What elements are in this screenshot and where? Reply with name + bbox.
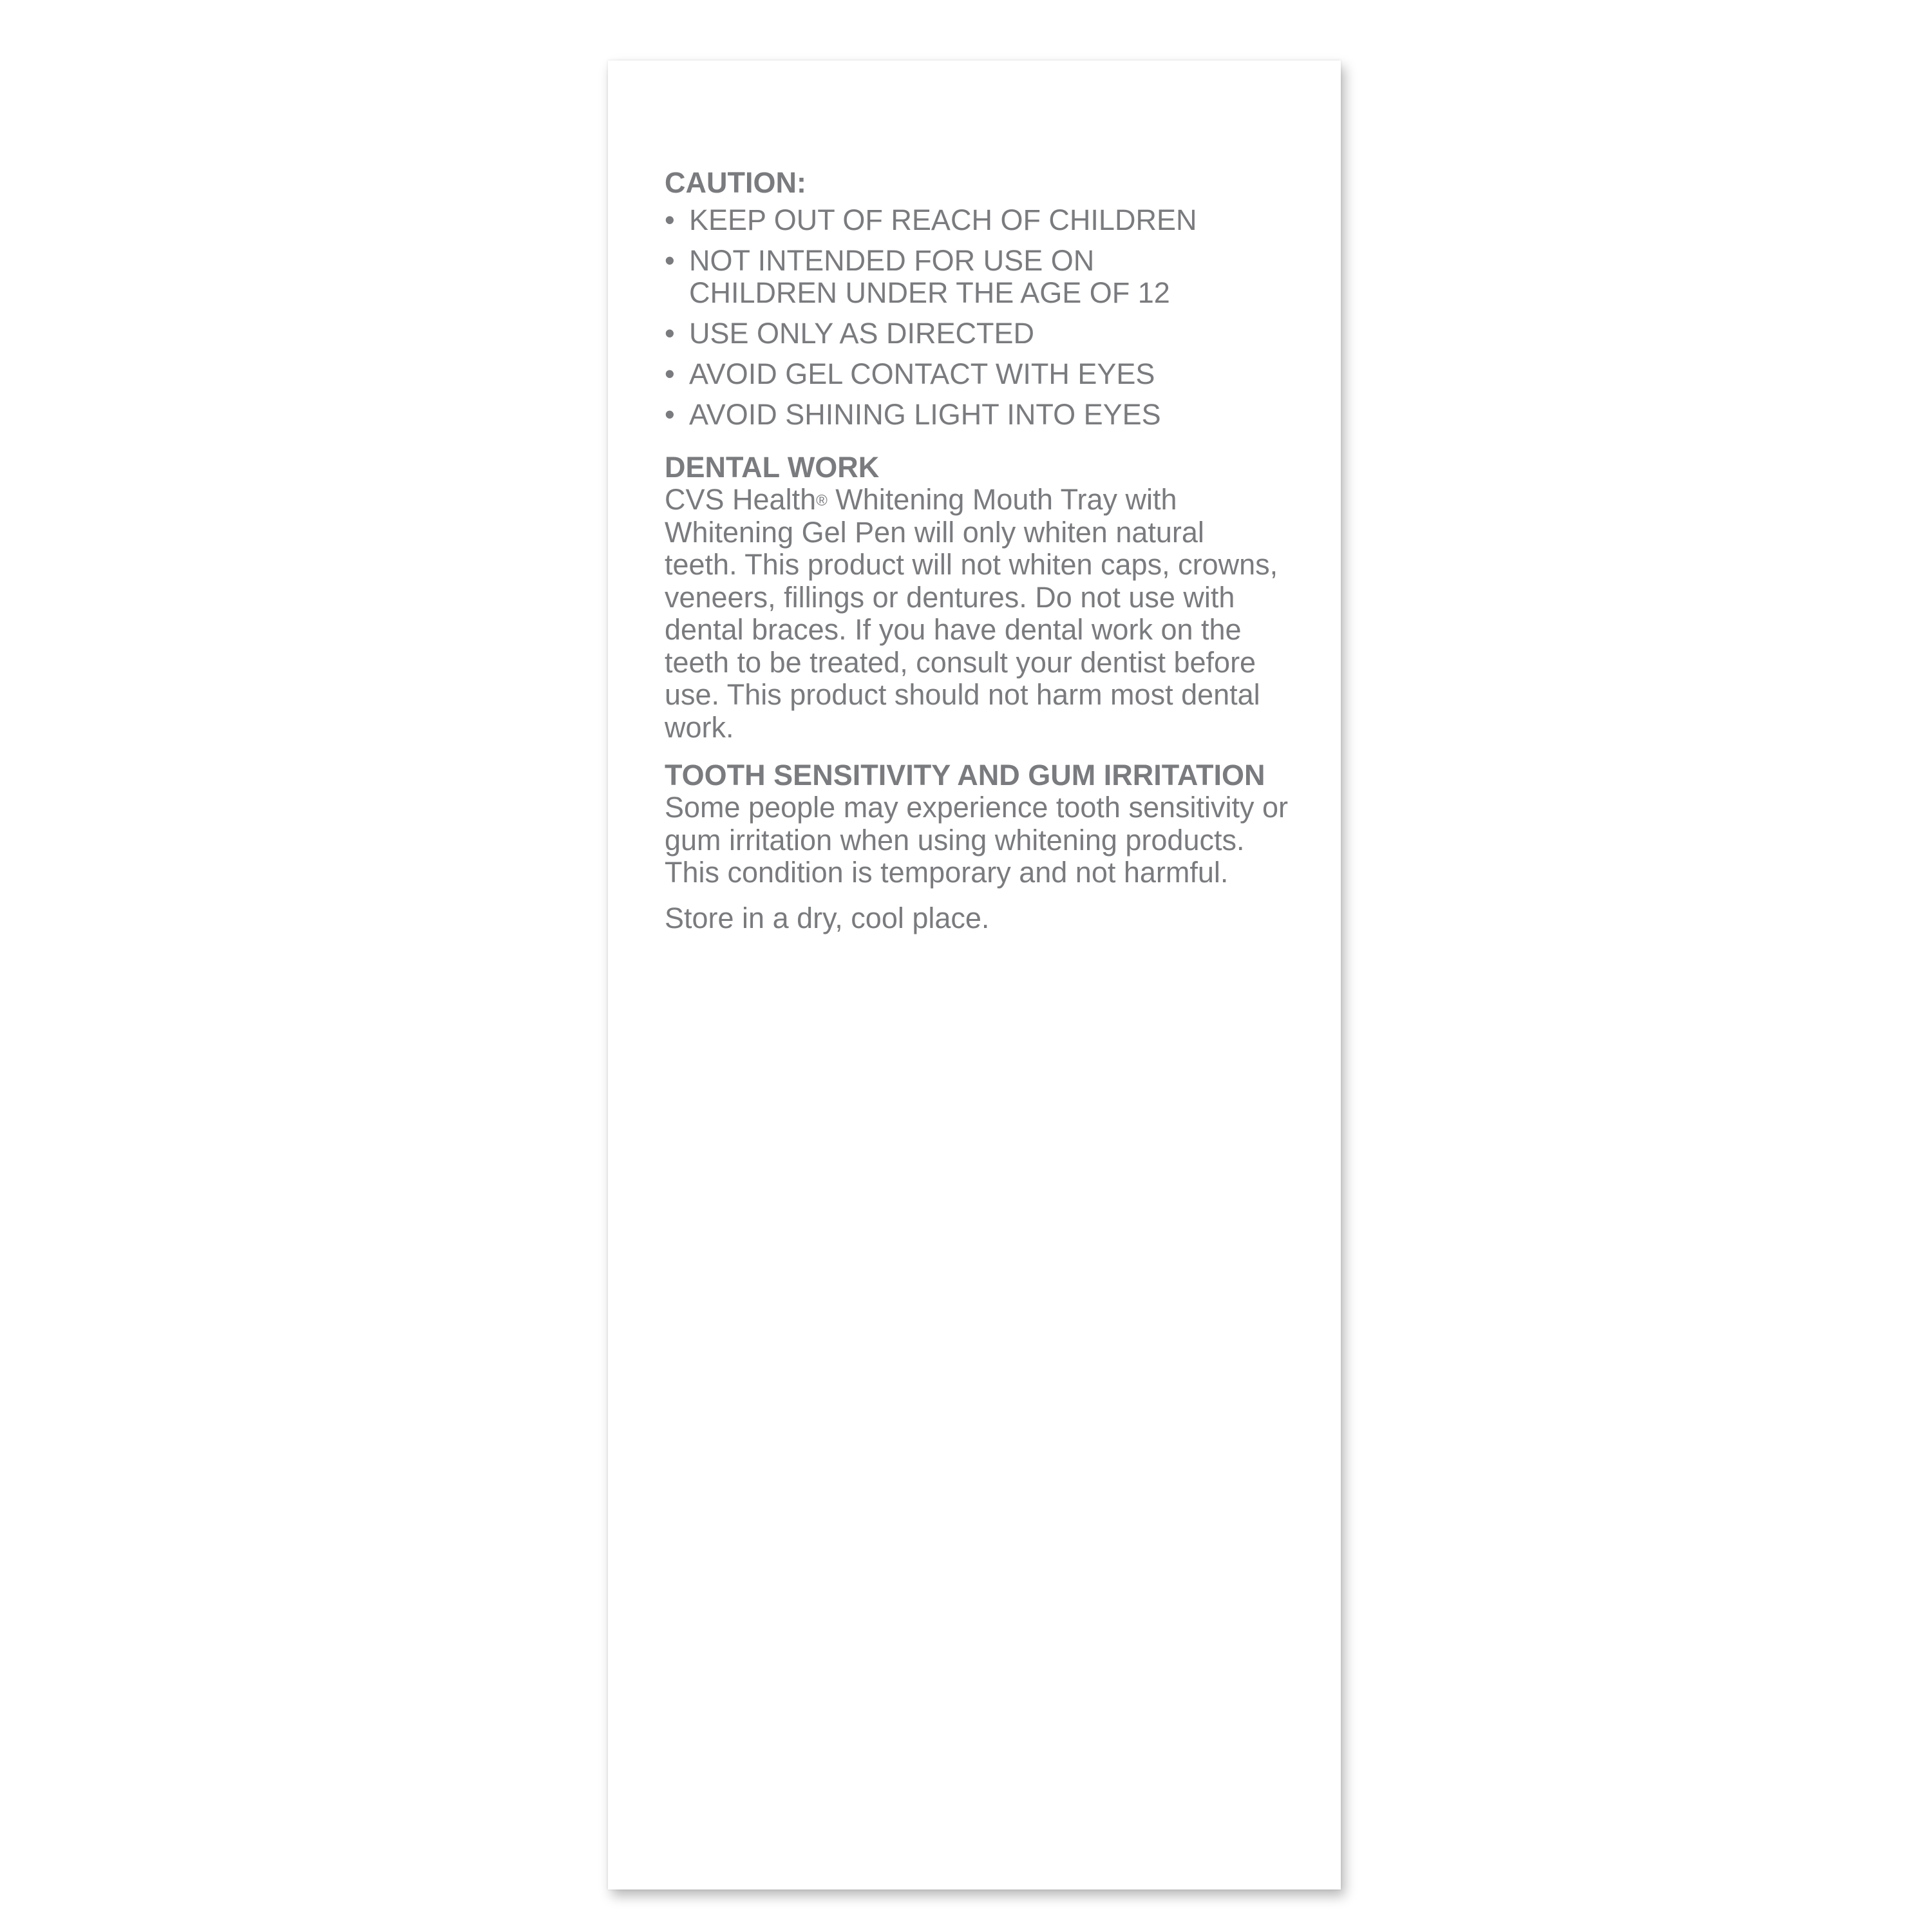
caution-item [665, 317, 1315, 350]
caution-item-text: NOT INTENDED FOR USE ON CHILDREN UNDER THE AGE OF 12 [689, 244, 1170, 309]
sensitivity-paragraph: Some people may experience tooth sensitivity or gum irritation when using whitening products. This condition is temporary and not harmful. [665, 791, 1289, 889]
caution-item-text: KEEP OUT OF REACH OF CHILDREN [689, 204, 1197, 236]
caution-item [665, 245, 1315, 309]
bullet-icon: • [665, 244, 675, 277]
registered-mark: ® [816, 492, 828, 509]
sensitivity-section [665, 759, 1315, 889]
bullet-icon: • [665, 398, 675, 431]
dental-work-paragraph [665, 484, 1283, 744]
storage-text: Store in a dry, cool place. [665, 901, 990, 934]
sensitivity-heading: TOOTH SENSITIVITY AND GUM IRRITATION [665, 759, 1265, 791]
caution-item-text: AVOID SHINING LIGHT INTO EYES [689, 398, 1161, 431]
caution-item [665, 358, 1315, 390]
bullet-icon: • [665, 317, 675, 350]
caution-item [665, 399, 1315, 431]
brand-name: CVS Health [665, 483, 817, 516]
bullet-icon: • [665, 357, 675, 390]
label-panel [608, 61, 1341, 1889]
caution-item [665, 204, 1315, 236]
dental-work-heading: DENTAL WORK [665, 451, 880, 484]
dental-work-text: Whitening Mouth Tray with Whitening Gel Pen will only whiten natural teeth. This product will not whiten caps, crowns, veneers, fillings or dentures. Do not use with dental braces. If you have dental work on the teeth to be treated, consult your dentist before use. This product should not harm most dental work. [665, 483, 1278, 744]
caution-list [665, 204, 1315, 431]
caution-item-text: AVOID GEL CONTACT WITH EYES [689, 357, 1155, 390]
label-content [665, 167, 1315, 963]
bullet-icon: • [665, 204, 675, 236]
dental-work-section [665, 451, 1315, 744]
caution-heading: CAUTION: [665, 166, 806, 199]
caution-item-text: USE ONLY AS DIRECTED [689, 317, 1034, 350]
